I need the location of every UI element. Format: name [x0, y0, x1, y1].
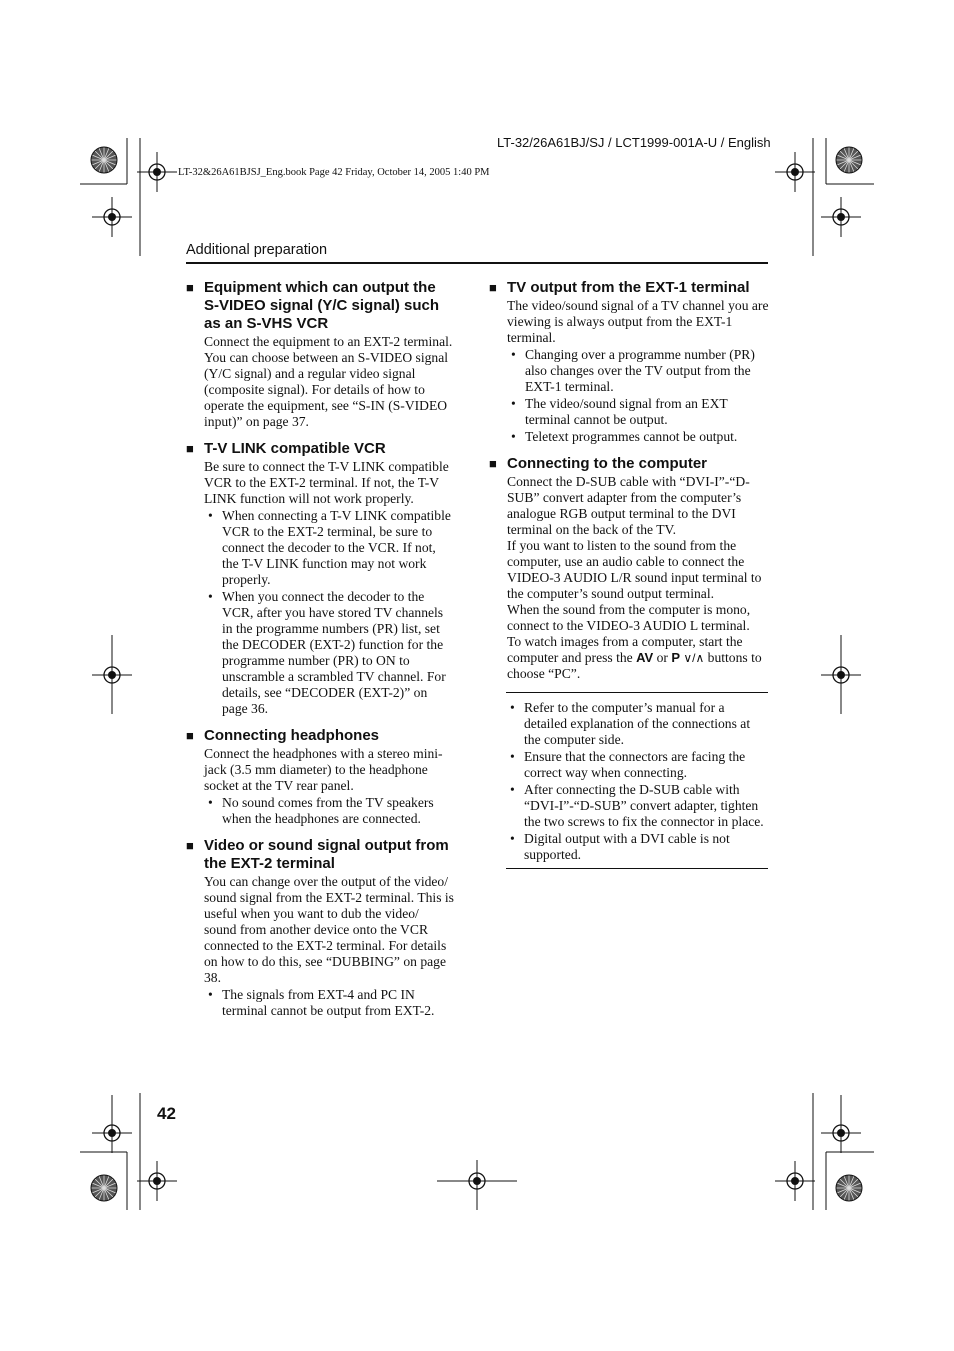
- section-heading: T-V LINK compatible VCR: [204, 440, 386, 457]
- section-text: To watch images from a computer, start the computer and press the AV or P ∨/∧ buttons to choose “PC”.: [507, 634, 762, 681]
- section-ext1-output: [489, 279, 769, 445]
- color-target-icon: [836, 1175, 862, 1201]
- list-item: • The video/sound signal from an EXT terminal cannot be output.: [511, 396, 728, 427]
- registration-mark-icon: [137, 152, 177, 192]
- list-item: • Ensure that the connectors are facing the correct way when connecting.: [510, 749, 746, 780]
- av-button-label: AV: [636, 650, 654, 665]
- registration-mark-icon: [137, 1161, 177, 1201]
- color-target-icon: [91, 1175, 117, 1201]
- section-computer: [489, 455, 769, 682]
- p-button-label: P: [671, 650, 681, 665]
- square-bullet-icon: ■: [186, 728, 194, 743]
- list-item: • When you connect the decoder to the VCR, after you have stored TV channels in the programme numbers (PR) list, set the DECODER (EXT-2) function for the programme number (PR) to ON to unscramble a scrambled TV channel. For details, see “DECODER (EXT-2)” on page 36.: [208, 589, 446, 716]
- list-item: • Changing over a programme number (PR) also changes over the TV output from the EXT-1 terminal.: [511, 347, 755, 394]
- list-item: • When connecting a T-V LINK compatible VCR to the EXT-2 terminal, be sure to connect the decoder to the VCR. If not, the T-V LINK function may not work properly.: [208, 508, 451, 587]
- section-text: When the sound from the computer is mono, connect to the VIDEO-3 AUDIO L terminal.: [507, 602, 751, 633]
- square-bullet-icon: ■: [489, 280, 497, 295]
- square-bullet-icon: ■: [186, 441, 194, 456]
- section-text: Be sure to connect the T-V LINK compatible VCR to the EXT-2 terminal. If not, the T-V LINK function will not work properly.: [204, 459, 449, 506]
- section-heading: Connecting headphones: [204, 727, 380, 744]
- notes-box: [506, 692, 768, 869]
- square-bullet-icon: ■: [489, 456, 497, 471]
- list-item: • Teletext programmes cannot be output.: [511, 429, 738, 444]
- bullet-list: [186, 508, 454, 717]
- bullet-list: [186, 795, 454, 827]
- section-ext2-output: [186, 837, 454, 1019]
- registration-mark-icon: [775, 152, 815, 192]
- book-info-line: LT-32&26A61BJSJ_Eng.book Page 42 Friday, October 14, 2005 1:40 PM: [178, 167, 490, 178]
- list-item: • Refer to the computer’s manual for a detailed explanation of the connections at the computer side.: [510, 700, 751, 747]
- section-text: The video/sound signal of a TV channel you are viewing is always output from the EXT-1 terminal.: [507, 298, 769, 345]
- bullet-list: [186, 987, 454, 1019]
- registration-mark-icon: [775, 1161, 815, 1201]
- section-text: Connect the equipment to an EXT-2 terminal. You can choose between an S-VIDEO signal (Y/C signal) and a regular video signal (composite signal). For details of how to operate the equipment, see “S-IN (S-VIDEO input)” on page 37.: [204, 334, 453, 429]
- list-item: • After connecting the D-SUB cable with “DVI-I”-“D-SUB” convert adapter, tighten the two screws to fix the connector in place.: [510, 782, 764, 829]
- list-item: • The signals from EXT-4 and PC IN terminal cannot be output from EXT-2.: [208, 987, 435, 1018]
- section-headphones: [186, 727, 454, 827]
- section-heading: TV output from the EXT-1 terminal: [507, 279, 750, 296]
- header-rule: [186, 262, 768, 264]
- square-bullet-icon: ■: [186, 838, 194, 853]
- section-text: Connect the headphones with a stereo mini-jack (3.5 mm diameter) to the headphone socket at the TV rear panel.: [204, 746, 443, 793]
- section-tvlink: [186, 440, 454, 717]
- section-text: You can change over the output of the video/ sound signal from the EXT-2 terminal. This is useful when you want to dub the video/ sound from another device onto the VCR connected to the EXT-2 terminal. For details on how to do this, see “DUBBING” on page 38.: [204, 874, 454, 985]
- section-heading: Connecting to the computer: [507, 455, 707, 472]
- section-svideo: [186, 279, 454, 430]
- registration-mark-icon: [92, 197, 132, 237]
- list-item: • No sound comes from the TV speakers when the headphones are connected.: [208, 795, 434, 826]
- notes-list: [506, 700, 768, 863]
- document-id: LT-32/26A61BJ/SJ / LCT1999-001A-U / English: [497, 135, 771, 150]
- list-item: • Digital output with a DVI cable is not supported.: [510, 831, 730, 862]
- registration-mark-icon: [821, 197, 861, 237]
- left-column: [186, 279, 454, 1029]
- section-text: Connect the D-SUB cable with “DVI-I”-“D-SUB” convert adapter from the computer’s analogue RGB output terminal to the DVI terminal on the back of the TV.: [507, 474, 750, 537]
- color-target-icon: [836, 147, 862, 173]
- up-down-arrows: ∨/∧: [680, 651, 705, 665]
- section-text: If you want to listen to the sound from the computer, use an audio cable to connect the VIDEO-3 AUDIO L/R sound input terminal to the computer’s sound output terminal.: [507, 538, 762, 601]
- section-title: Additional preparation: [186, 242, 328, 258]
- section-heading: Equipment which can output the S-VIDEO signal (Y/C signal) such as an S-VHS VCR: [204, 279, 440, 332]
- bullet-list: [489, 347, 769, 445]
- right-column: [489, 279, 769, 692]
- section-heading: Video or sound signal output from the EXT-2 terminal: [204, 837, 449, 872]
- color-target-icon: [91, 147, 117, 173]
- page-number: 42: [157, 1104, 176, 1123]
- square-bullet-icon: ■: [186, 280, 194, 295]
